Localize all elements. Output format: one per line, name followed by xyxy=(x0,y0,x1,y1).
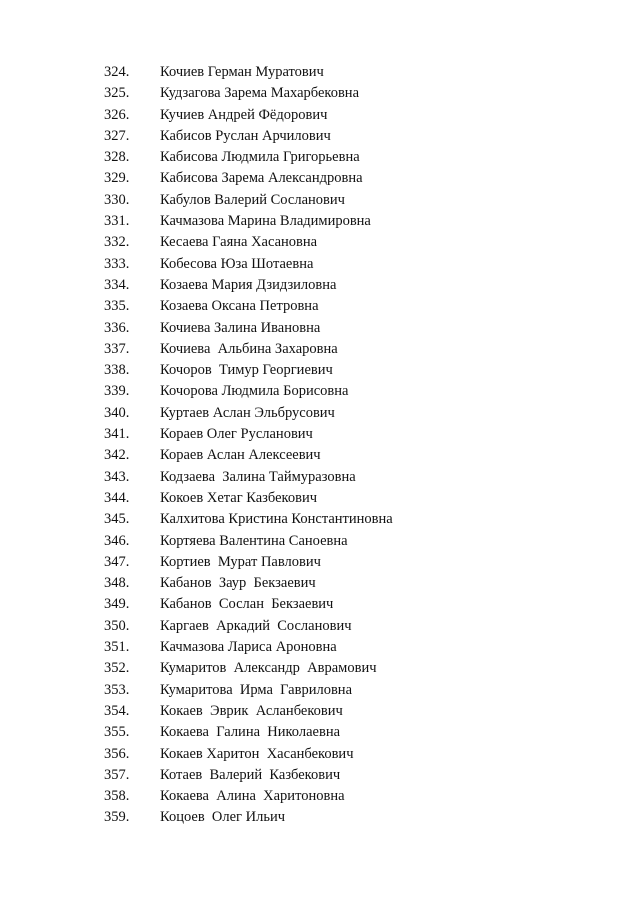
entry-number: 327. xyxy=(104,127,130,144)
entry-number: 331. xyxy=(104,213,130,230)
entry-number: 334. xyxy=(104,276,130,293)
entry-number: 343. xyxy=(104,468,130,485)
entry-name: Кабулов Валерий Сосланович xyxy=(160,191,345,208)
entry-name: Кочиева Альбина Захаровна xyxy=(160,340,338,357)
list-item xyxy=(104,403,624,424)
entry-name: Кокаева Алина Харитоновна xyxy=(160,788,345,805)
list-item xyxy=(104,275,624,296)
entry-number: 344. xyxy=(104,489,130,506)
entry-number: 330. xyxy=(104,191,130,208)
entry-name: Кочиев Герман Муратович xyxy=(160,64,324,80)
entry-name: Кабанов Сослан Бекзаевич xyxy=(160,596,334,613)
entry-number: 356. xyxy=(104,745,130,762)
entry-number: 341. xyxy=(104,426,130,443)
entry-name: Кокаев Эврик Асланбекович xyxy=(160,702,343,719)
entry-number: 342. xyxy=(104,447,130,464)
list-item xyxy=(104,445,624,466)
entry-name: Кодзаева Залина Таймуразовна xyxy=(160,468,356,485)
entry-name: Кортяева Валентина Саноевна xyxy=(160,532,348,549)
list-item xyxy=(104,637,624,658)
entry-name: Котаев Валерий Казбекович xyxy=(160,766,341,783)
list-item xyxy=(104,573,624,594)
list-item xyxy=(104,126,624,147)
entry-number: 336. xyxy=(104,319,130,336)
list-item xyxy=(104,722,624,743)
entry-name: Кучиев Андрей Фёдорович xyxy=(160,106,328,123)
list-item xyxy=(104,211,624,232)
entry-number: 352. xyxy=(104,660,130,677)
entry-number: 357. xyxy=(104,766,130,783)
entry-number: 347. xyxy=(104,553,130,570)
entry-name: Каргаев Аркадий Сосланович xyxy=(160,617,352,634)
list-item xyxy=(104,467,624,488)
name-list xyxy=(104,62,624,829)
entry-number: 348. xyxy=(104,575,130,592)
entry-number: 354. xyxy=(104,702,130,719)
entry-number: 355. xyxy=(104,724,130,741)
list-item xyxy=(104,62,624,83)
entry-number: 353. xyxy=(104,681,130,698)
list-item xyxy=(104,83,624,104)
entry-name: Кобесова Юза Шотаевна xyxy=(160,255,314,272)
entry-number: 329. xyxy=(104,170,130,187)
entry-name: Кудзагова Зарема Махарбековна xyxy=(160,85,360,102)
entry-name: Качмазова Марина Владимировна xyxy=(160,213,371,230)
entry-name: Кокаев Харитон Хасанбекович xyxy=(160,745,354,762)
entry-number: 359. xyxy=(104,809,130,826)
entry-number: 339. xyxy=(104,383,130,400)
entry-number: 325. xyxy=(104,85,130,102)
entry-name: Кочиева Залина Ивановна xyxy=(160,319,321,336)
entry-number: 346. xyxy=(104,532,130,549)
entry-number: 326. xyxy=(104,106,130,123)
entry-name: Кумаритов Александр Аврамович xyxy=(160,660,377,677)
list-item xyxy=(104,594,624,615)
list-item xyxy=(104,296,624,317)
entry-name: Коцоев Олег Ильич xyxy=(160,809,286,826)
entry-number: 350. xyxy=(104,617,130,634)
list-item xyxy=(104,765,624,786)
list-item xyxy=(104,254,624,275)
entry-name: Козаева Оксана Петровна xyxy=(160,298,319,315)
list-item xyxy=(104,680,624,701)
list-item xyxy=(104,552,624,573)
list-item xyxy=(104,147,624,168)
entry-number: 335. xyxy=(104,298,130,315)
entry-number: 349. xyxy=(104,596,130,613)
list-item xyxy=(104,786,624,807)
list-item xyxy=(104,509,624,530)
entry-name: Козаева Мария Дзидзиловна xyxy=(160,276,337,293)
entry-name: Калхитова Кристина Константиновна xyxy=(160,511,393,528)
entry-name: Кокаева Галина Николаевна xyxy=(160,724,341,741)
list-item xyxy=(104,701,624,722)
list-item xyxy=(104,168,624,189)
list-item xyxy=(104,339,624,360)
entry-name: Качмазова Лариса Ароновна xyxy=(160,639,337,656)
entry-number: 333. xyxy=(104,255,130,272)
entry-name: Кабанов Заур Бекзаевич xyxy=(160,575,316,592)
list-item xyxy=(104,232,624,253)
entry-number: 340. xyxy=(104,404,130,421)
entry-number: 332. xyxy=(104,234,130,251)
entry-name: Кораев Олег Русланович xyxy=(160,426,313,443)
list-item xyxy=(104,360,624,381)
entry-number: 328. xyxy=(104,149,130,166)
list-item xyxy=(104,488,624,509)
entry-number: 351. xyxy=(104,639,130,656)
entry-name: Кабисов Руслан Арчилович xyxy=(160,127,331,144)
list-item xyxy=(104,381,624,402)
entry-number: 345. xyxy=(104,511,130,528)
list-item xyxy=(104,424,624,445)
entry-name: Куртаев Аслан Эльбрусович xyxy=(160,404,335,421)
entry-number: 337. xyxy=(104,340,130,357)
entry-number: 324. xyxy=(104,64,130,80)
list-item xyxy=(104,744,624,765)
entry-name: Кесаева Гаяна Хасановна xyxy=(160,234,318,251)
entry-name: Кочоров Тимур Георгиевич xyxy=(160,362,333,379)
entry-name: Кочорова Людмила Борисовна xyxy=(160,383,349,400)
entry-name: Кабисова Зарема Александровна xyxy=(160,170,363,187)
list-item xyxy=(104,807,624,828)
entry-number: 358. xyxy=(104,788,130,805)
list-item xyxy=(104,318,624,339)
list-item xyxy=(104,616,624,637)
list-item xyxy=(104,190,624,211)
entry-name: Кумаритова Ирма Гавриловна xyxy=(160,681,353,698)
entry-name: Кораев Аслан Алексеевич xyxy=(160,447,321,464)
entry-name: Кортиев Мурат Павлович xyxy=(160,553,321,570)
entry-name: Кабисова Людмила Григорьевна xyxy=(160,149,360,166)
list-item xyxy=(104,105,624,126)
list-item xyxy=(104,658,624,679)
list-item xyxy=(104,531,624,552)
entry-name: Кокоев Хетаг Казбекович xyxy=(160,489,317,506)
entry-number: 338. xyxy=(104,362,130,379)
